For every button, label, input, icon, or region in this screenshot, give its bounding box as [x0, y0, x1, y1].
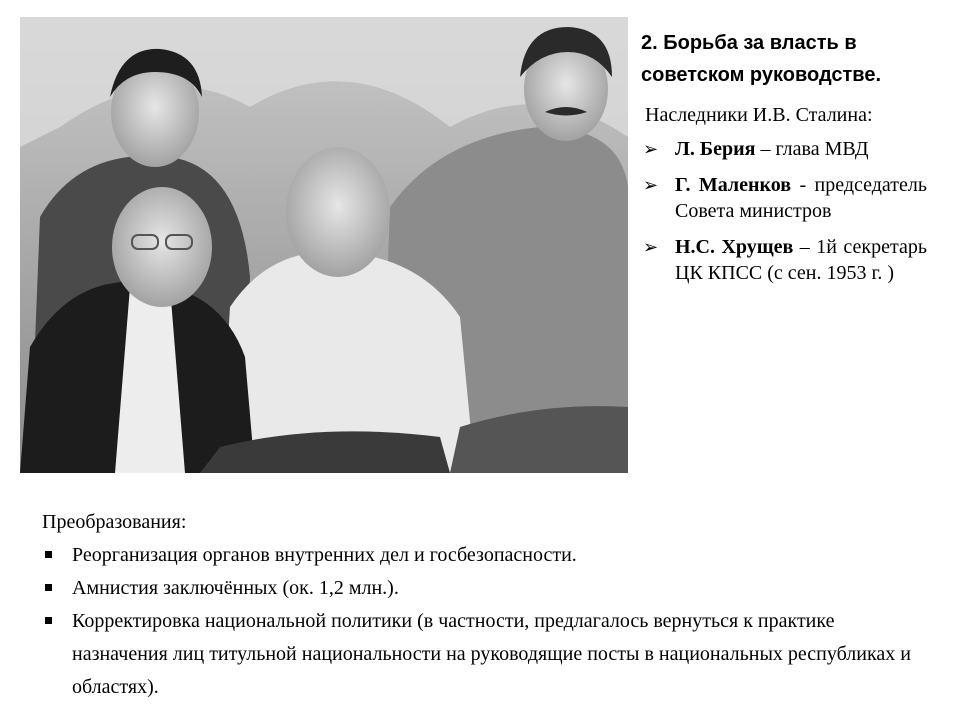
heirs-intro: Наследники И.В. Сталина: — [645, 104, 873, 126]
list-item — [641, 172, 927, 224]
reform-text: Амнистия заключённых (ок. 1,2 млн.). — [72, 577, 399, 599]
list-item — [42, 539, 922, 572]
arrow-bullet-icon: ➢ — [643, 237, 659, 257]
arrow-bullet-icon: ➢ — [643, 175, 659, 195]
list-item — [42, 605, 922, 704]
reforms-list — [42, 539, 922, 704]
heir-name: Г. Маленков — [675, 174, 792, 196]
heir-name: Л. Берия — [675, 138, 756, 160]
heir-desc: - председатель Совета министров — [675, 174, 927, 222]
square-bullet-icon — [45, 584, 52, 591]
heir-desc: – 1й секретарь ЦК КПСС (с сен. 1953 г. ) — [675, 236, 927, 284]
reform-text: Корректировка национальной политики (в частности, предлагалось вернуться к практике назначения лиц титульной национальности на руководящие посты в национальных республиках и областях). — [72, 610, 911, 698]
photo-illustration — [20, 17, 628, 473]
slide-title: 2. Борьба за власть в советском руководстве. — [641, 32, 882, 86]
arrow-bullet-icon: ➢ — [643, 139, 659, 159]
group-portrait-photo — [20, 17, 628, 473]
list-item — [42, 572, 922, 605]
heirs-block — [641, 102, 927, 296]
list-item — [641, 136, 927, 162]
heirs-list — [641, 136, 927, 286]
reforms-block — [42, 506, 922, 704]
heir-name: Н.С. Хрущев — [675, 236, 794, 258]
square-bullet-icon — [45, 551, 52, 558]
list-item — [641, 234, 927, 286]
reform-text: Реорганизация органов внутренних дел и госбезопасности. — [72, 544, 577, 566]
square-bullet-icon — [45, 617, 52, 624]
heir-desc: – глава МВД — [755, 138, 869, 160]
reforms-intro: Преобразования: — [42, 511, 187, 533]
